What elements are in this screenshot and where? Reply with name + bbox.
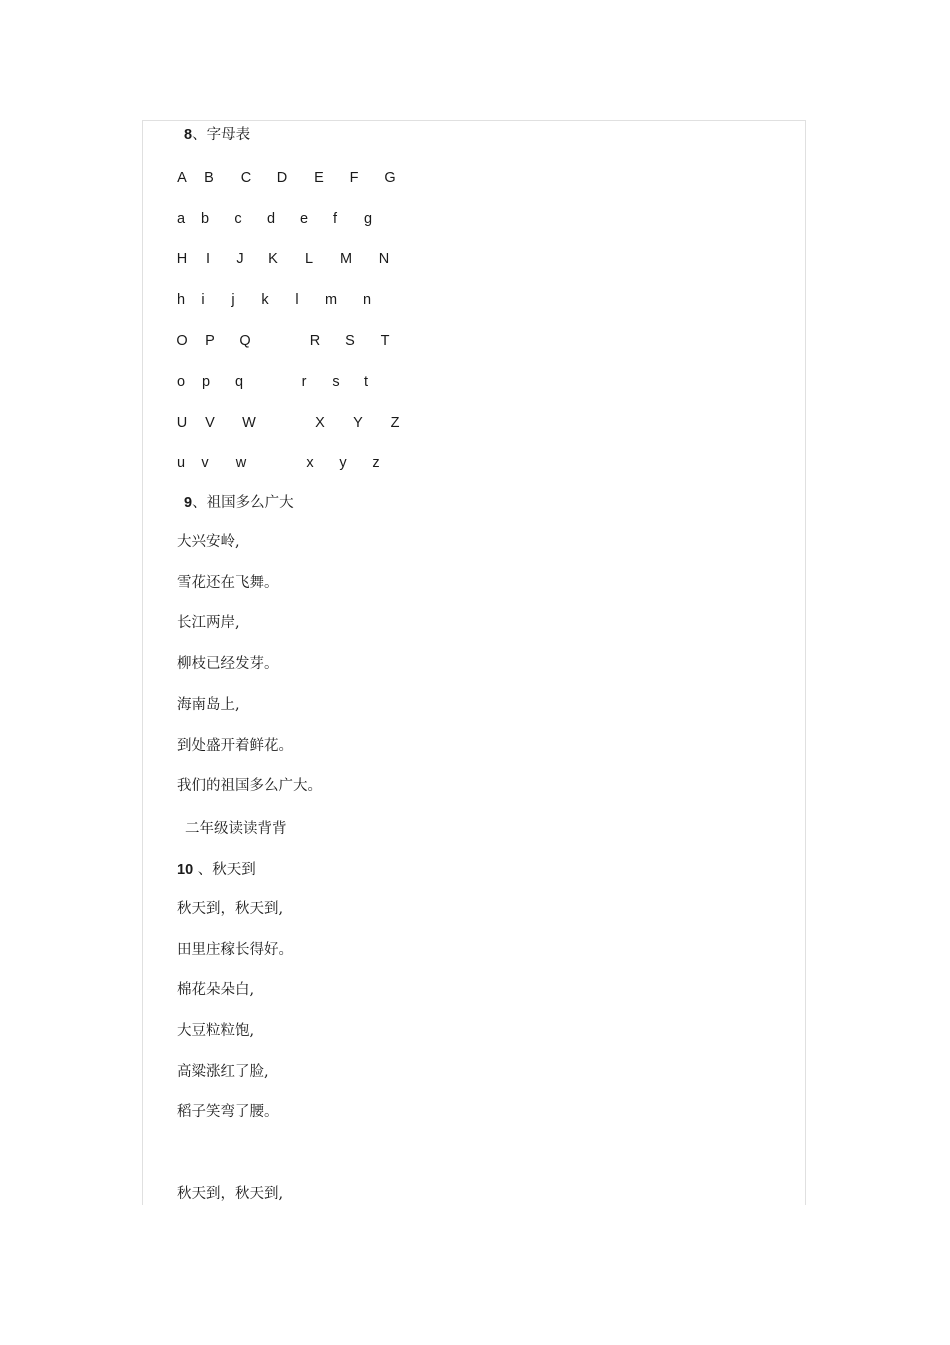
letter: U: [176, 415, 188, 431]
letter: r: [301, 374, 307, 390]
section-10-title: 、秋天到: [193, 862, 256, 878]
section-10-number: 10: [177, 862, 194, 878]
letter: J: [236, 251, 244, 267]
letter: E: [314, 170, 324, 186]
section-9-heading: [184, 493, 294, 513]
letter: y: [339, 455, 347, 471]
letter: Y: [353, 415, 363, 431]
letter: x: [306, 455, 314, 471]
letter: C: [240, 170, 252, 186]
poem-line: 秋天到，秋天到,: [177, 901, 284, 917]
letter: g: [363, 211, 373, 227]
poem-line: 雪花还在飞舞。: [177, 575, 279, 591]
letter: F: [349, 170, 359, 186]
letter: O: [176, 333, 188, 349]
letter: b: [200, 211, 210, 227]
letter: k: [261, 292, 269, 308]
letter: n: [362, 292, 372, 308]
poem-line: 到处盛开着鲜花。: [177, 738, 293, 754]
letter: z: [372, 455, 380, 471]
poem-line: 柳枝已经发芽。: [177, 656, 279, 672]
letter: D: [276, 170, 288, 186]
section-10-heading: [177, 860, 256, 880]
poem-line: 田里庄稼长得好。: [177, 942, 293, 958]
letter: G: [384, 170, 396, 186]
letter: T: [380, 333, 390, 349]
letter: l: [295, 292, 299, 308]
section-8-title: 、字母表: [192, 127, 251, 143]
poem-line: 长江两岸,: [177, 615, 240, 631]
letter: Q: [239, 333, 251, 349]
letter: N: [378, 251, 390, 267]
letter: a: [176, 211, 186, 227]
letter: t: [363, 374, 369, 390]
letter: m: [324, 292, 338, 308]
letter: R: [309, 333, 321, 349]
letter: i: [201, 292, 205, 308]
section-9-title: 、祖国多么广大: [192, 495, 294, 511]
letter: e: [299, 211, 309, 227]
letter: q: [234, 374, 244, 390]
letter: A: [177, 170, 187, 186]
poem-line: 高粱涨红了脸,: [177, 1064, 269, 1080]
letter: u: [176, 455, 186, 471]
poem-line: 稻子笑弯了腰。: [177, 1104, 279, 1120]
letter: W: [242, 415, 256, 431]
letter: v: [201, 455, 209, 471]
letter: L: [304, 251, 314, 267]
poem-line: 大兴安岭,: [177, 534, 240, 550]
letter: s: [332, 374, 340, 390]
letter: f: [332, 211, 338, 227]
letter: H: [176, 251, 188, 267]
letter: I: [205, 251, 211, 267]
letter: Z: [390, 415, 400, 431]
poem-line: 海南岛上,: [177, 697, 240, 713]
letter: X: [315, 415, 325, 431]
letter: d: [266, 211, 276, 227]
grade-heading: 二年级读读背背: [185, 821, 287, 837]
poem-line: 秋天到，秋天到,: [177, 1186, 284, 1202]
section-9-number: 9: [184, 495, 193, 511]
letter: S: [345, 333, 355, 349]
letter: w: [235, 455, 247, 471]
letter: o: [176, 374, 186, 390]
poem-line: 棉花朵朵白,: [177, 982, 255, 998]
letter: B: [204, 170, 214, 186]
poem-line: 大豆粒粒饱,: [177, 1023, 255, 1039]
letter: h: [176, 292, 186, 308]
letter: p: [201, 374, 211, 390]
letter: V: [205, 415, 215, 431]
letter: K: [268, 251, 278, 267]
letter: P: [205, 333, 215, 349]
section-8-number: 8: [184, 127, 193, 143]
poem-line: 我们的祖国多么广大。: [177, 778, 322, 794]
letter: j: [231, 292, 235, 308]
letter: M: [339, 251, 353, 267]
letter: c: [234, 211, 242, 227]
